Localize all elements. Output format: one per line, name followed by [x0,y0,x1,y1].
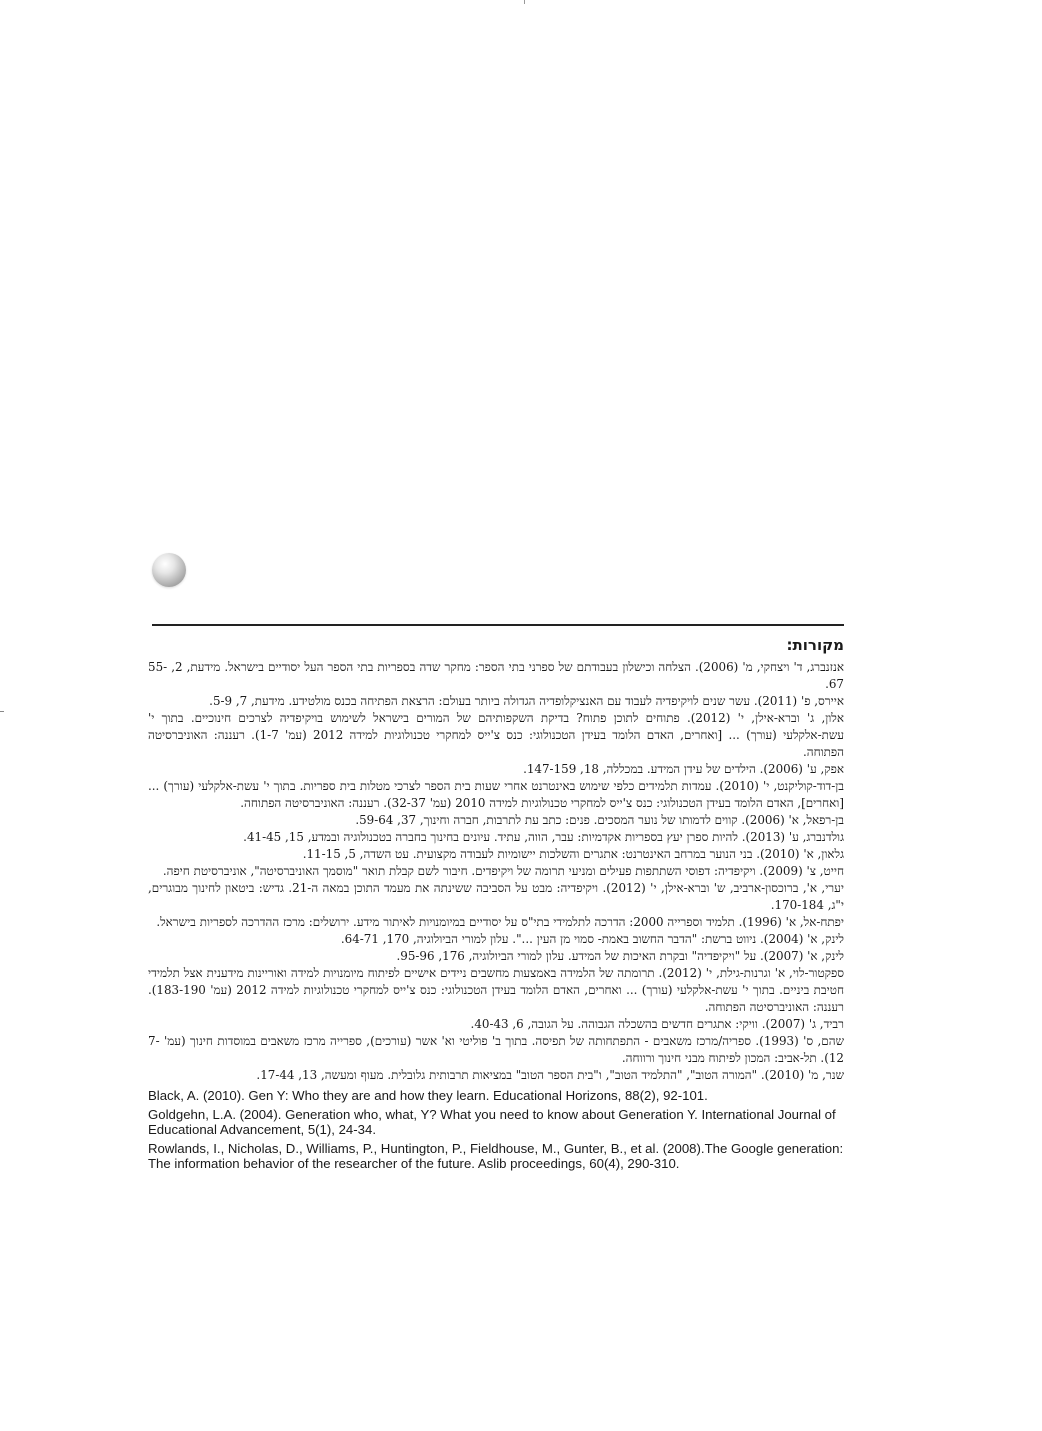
section-divider [152,624,844,626]
english-reference: Rowlands, I., Nicholas, D., Williams, P., Huntington, P., Fieldhouse, M., Gunter, B., et al. (2008).The Google generation: The information behavior of the researcher of the future. Aslib proceedings, 60(4), 290-310. [148,1141,844,1171]
references-heading: מקורות: [786,636,844,654]
hebrew-reference: רביד, ג' (2007). וויקי: אתגרים חדשים בהשכלה הגבוהה. על הגובה, 6, 40-43. [470,1017,844,1031]
hebrew-reference: אלון, ג' וברא-אילן, י' (2012). פתוחים לתוכן פתוח? בדיקת השקפותיהם של המורים בישראל לשימוש בויקיפדיה לצרכים חינוכיים. בתוך י' עשת-אלקלעי (עורך) ... [ואחרים, האדם הלומד בעידן הטכנולוגי: כנס צ'ייס למחקרי טכנולוגיות למידה 2012 (עמ' 1-7). רעננה: האוניברסיטה הפתוחה. [148,711,844,759]
hebrew-reference: יערי, א', ברוכסון-ארביב, ש' וברא-אילן, י' (2012). ויקיפדיה: מבט על הסביבה ששינתה את מעמד התוכן במאה ה-21. גדיש: ביטאון לחינוך מבוגרים, י"ג, 170-184. [148,881,844,912]
english-reference: Goldgehn, L.A. (2004). Generation who, what, Y? What you need to know about Generation Y. International Journal of Educational Advancement, 5(1), 24-34. [148,1107,836,1137]
hebrew-reference: שנר, מ' (2010). "המורה הטוב", "התלמיד הטוב", ו"בית הספר הטוב" במציאות תרבותית גלובלית. מעוף ומעשה, 13, 17-44. [256,1068,844,1082]
hebrew-reference: אפק, ע' (2006). הילדים של עידן המידע. במכללה, 18, 147-159. [523,762,844,776]
hebrew-reference: חייט, צ' (2009). ויקיפדיה: דפוסי השתתפות פעילים ומניעי תרומה של ויקיפדים. חיבור לשם קבלת תואר "מוסמך האוניברסיטה", אוניברסיטת חיפה. [162,864,844,878]
top-edge-mark [524,0,525,4]
hebrew-reference: אנזנברג, ד' ויצחקי, מ' (2006). הצלחה וכישלון בעבודתם של ספרני בתי הספר: מחקר שדה בספריות בתי הספר העל יסודיים בישראל. מידעת, 2, 55-67. [148,660,844,691]
hebrew-reference-list [148,659,844,1084]
english-reference-list [148,1088,844,1171]
hebrew-reference: לינק, א' (2004). ניווט ברשת: "הדבר החשוב באמת- סמוי מן העין ...". עלון למורי הביולוגיה, 170, 64-71. [340,932,844,946]
hebrew-reference: ספקטור-לוי, א' וגרנות-גילת, י' (2012). תרומתה של הלמידה באמצעות מחשבים ניידים אישיים לפיתוח מיומנויות למידה ואוריינות מידענית אצל תלמידי חטיבת ביניים. בתוך י' עשת-אלקלעי (עורך) ... ואחרים, האדם הלומד בעידן הטכנולוגי: כנס צ'ייס למחקרי טכנולוגיות למידה 2012 (עמ' 183-190). רעננה: האוניברסיטה הפתוחה. [148,966,844,1014]
hebrew-reference: בן-רפאל, א' (2006). קווים לדמותו של נוער המסכים. פנים: כתב עת לתרבות, חברה וחינוך, 37, 59-64. [355,813,844,827]
hebrew-reference: גולדנברג, ע' (2013). להיות ספרן יעץ בספריות אקדמיות: עבר, הווה, עתיד. עיונים בחינוך בחברה בטכנולוגיה ובמדע, 15, 41-45. [243,830,844,844]
hebrew-reference: יפתח-אל, א' (1996). תלמיד וספרייה 2000: הדרכה לתלמידי בתי"ס על יסודיים במיומנויות לאיתור מידע. ירושלים: מרכז ההדרכה לספריות בישראל. [156,915,844,929]
side-edge-mark [0,711,4,712]
english-reference: Black, A. (2010). Gen Y: Who they are and how they learn. Educational Horizons, 88(2), 92-101. [148,1088,708,1103]
hebrew-reference: בן-דוד-קוליקנט, י' (2010). עמדות תלמידים כלפי שימוש באינטרנט אחרי שעות בית הספר לצרכי מטלות בית ספריות. בתוך י' עשת-אלקלעי (עורך) ... [ואחרים], האדם הלומד בעידן הטכנולוגי: כנס צ'ייס למחקרי טכנולוגיות למידה 2010 (עמ' 32-37). רעננה: האוניברסיטה הפתוחה. [148,779,844,810]
decorative-sphere-icon [152,553,186,587]
hebrew-reference: גלאון, א' (2010). בני הנוער במרחב האינטרנט: אתגרים והשלכות יישומיות לעבודה מקצועית. עט השדה, 5, 11-15. [302,847,844,861]
references-section [148,636,844,1175]
hebrew-reference: שהם, ס' (1993). ספריה/מרכז משאבים - התפתחותה של תפיסה. בתוך ב' פוליטי וא' אשר (עורכים), ספרייה מרכז משאבים במוסדות חינוך (עמ' 7-12). תל-אביב: המכון לפיתוח מבני חינוך ורווחה. [148,1034,844,1065]
hebrew-reference: לינק, א' (2007). על "ויקיפדיה" ובקרת האיכות של המידע. עלון למורי הביולוגיה, 176, 95-96. [396,949,844,963]
hebrew-reference: איירס, פ' (2011). עשר שנים לויקיפדיה לעבוד עם האנציקלופדיה הגדולה ביותר בעולם: הרצאת הפתיחה בכנס מולטידע. מידעת, 7, 5-9. [209,694,844,708]
